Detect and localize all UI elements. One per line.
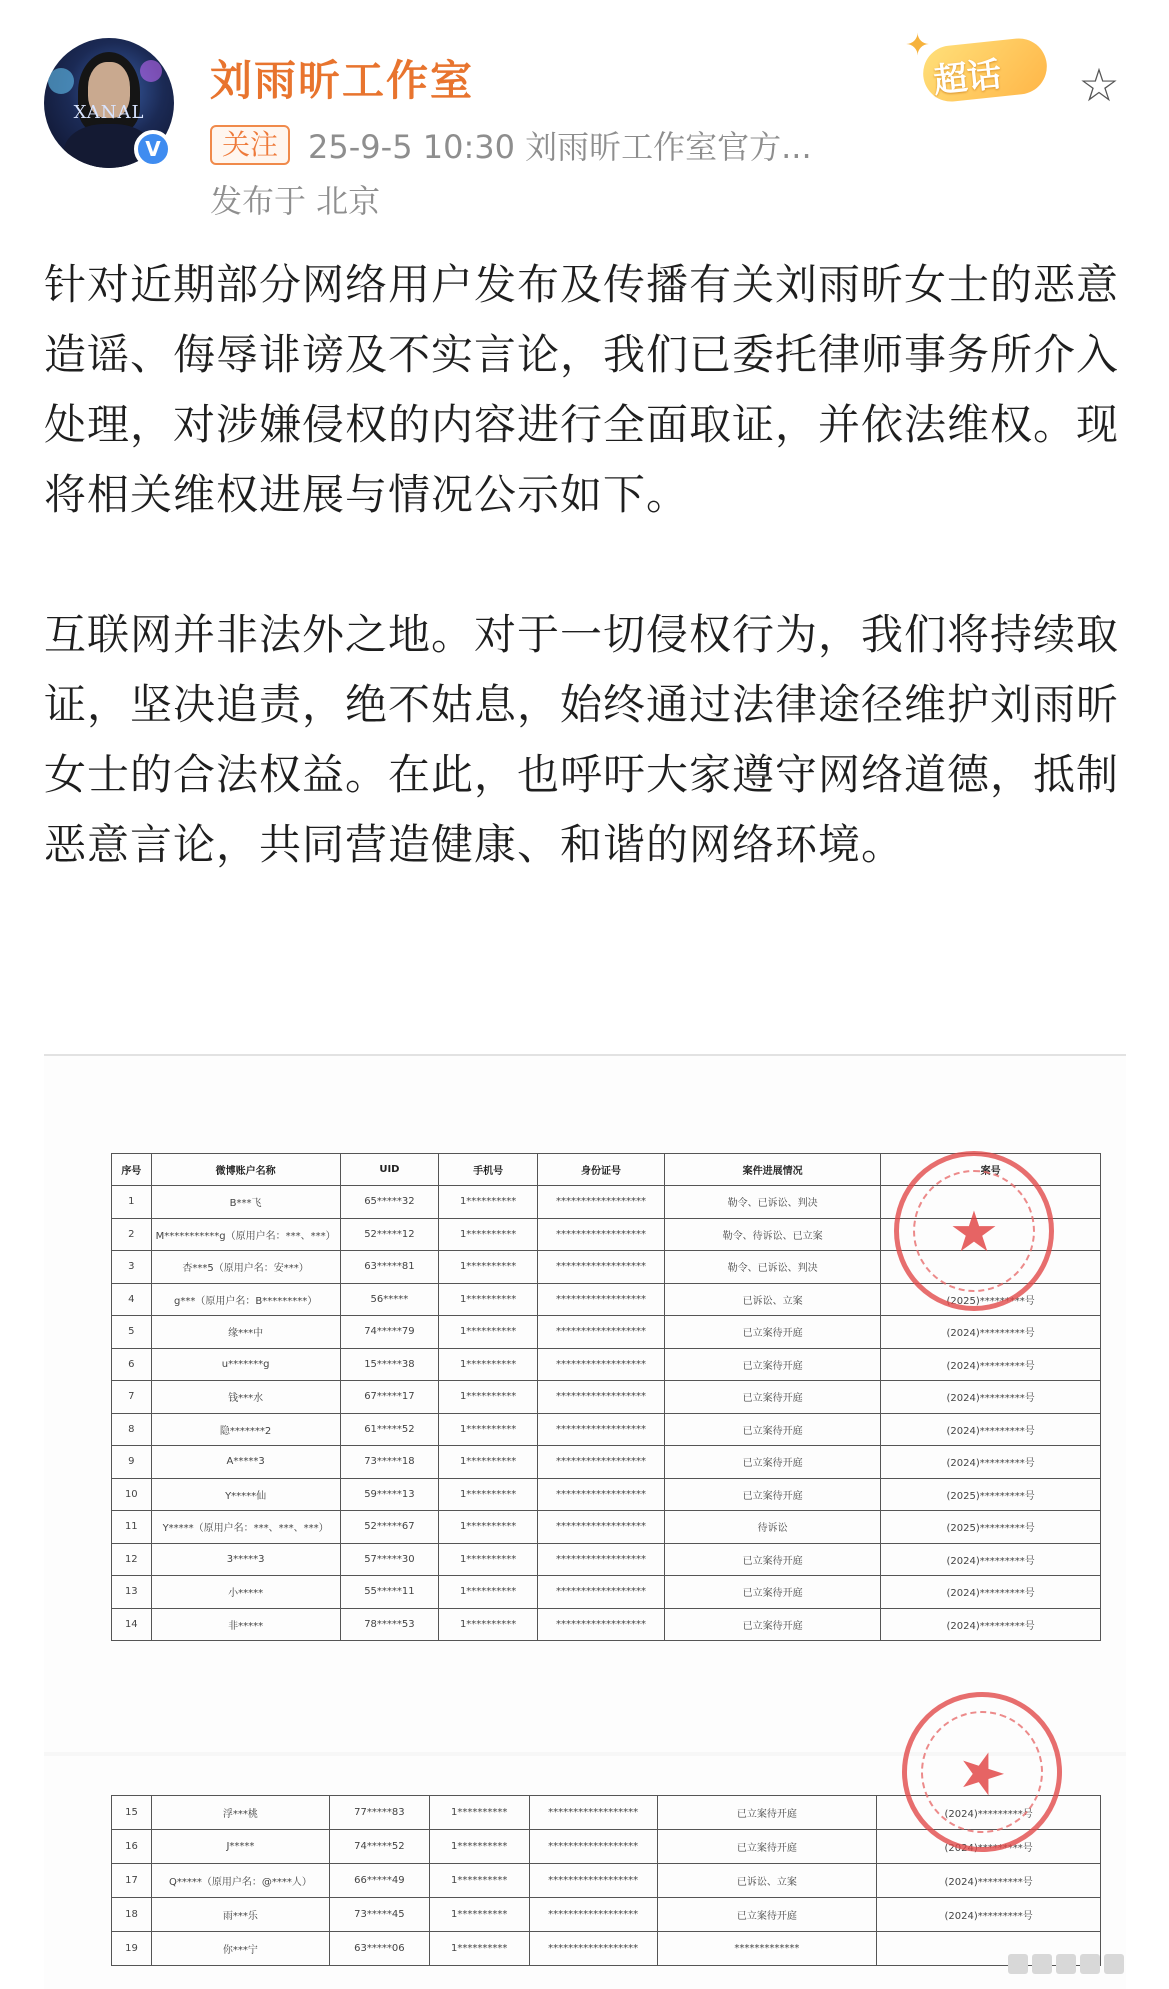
table-cell: 16	[112, 1830, 152, 1864]
post-header	[0, 0, 1169, 230]
table-row	[112, 1932, 1101, 1966]
table-cell: 73*****45	[329, 1898, 429, 1932]
table-cell: 已立案待开庭	[657, 1898, 877, 1932]
table-cell: 5	[112, 1316, 152, 1349]
table-cell: 59*****13	[340, 1478, 439, 1511]
table-cell: (2024)*********号	[877, 1898, 1101, 1932]
document-page	[44, 1056, 1126, 1752]
table-cell: B***飞	[151, 1186, 340, 1219]
table-cell: (2024)*********号	[881, 1576, 1101, 1609]
post-meta-row	[210, 122, 812, 168]
table-cell: (2024)*********号	[881, 1543, 1101, 1576]
table-cell: 73*****18	[340, 1446, 439, 1479]
table-cell: ******************	[529, 1932, 657, 1966]
post-timestamp-source: 25-9-5 10:30 刘雨昕工作室官方...	[308, 128, 812, 166]
table-cell: ******************	[538, 1348, 665, 1381]
table-cell: 6	[112, 1348, 152, 1381]
table-cell: 63*****81	[340, 1251, 439, 1284]
table-cell: 63*****06	[329, 1932, 429, 1966]
table-cell: ******************	[538, 1381, 665, 1414]
table-cell: ******************	[538, 1446, 665, 1479]
table-cell: 1**********	[439, 1316, 538, 1349]
post-body	[44, 250, 1129, 950]
table-cell: 78*****53	[340, 1608, 439, 1641]
table-cell: 1**********	[429, 1864, 529, 1898]
table-cell: 已立案待开庭	[665, 1543, 881, 1576]
table-cell: 1**********	[439, 1381, 538, 1414]
avatar-glow-icon	[48, 68, 74, 94]
table-cell: 1**********	[429, 1796, 529, 1830]
table-cell: 7	[112, 1381, 152, 1414]
table-cell: 18	[112, 1898, 152, 1932]
table-cell: 9	[112, 1446, 152, 1479]
table-cell: (2024)*********号	[881, 1381, 1101, 1414]
table-cell: ******************	[529, 1864, 657, 1898]
table-cell: 缘***中	[151, 1316, 340, 1349]
table-cell: 57*****30	[340, 1543, 439, 1576]
table-cell: 61*****52	[340, 1413, 439, 1446]
table-cell: 4	[112, 1283, 152, 1316]
table-cell: 1**********	[439, 1186, 538, 1219]
account-name[interactable]: 刘雨昕工作室	[210, 56, 475, 105]
watermark-block	[1032, 1954, 1052, 1974]
table-row	[112, 1446, 1101, 1479]
table-cell: ******************	[538, 1478, 665, 1511]
table-cell: 勒令、已诉讼、判决	[665, 1186, 881, 1219]
table-cell: 52*****67	[340, 1511, 439, 1544]
table-cell: 浮***桃	[151, 1796, 329, 1830]
table-row	[112, 1898, 1101, 1932]
sparkle-icon: ✦	[905, 28, 931, 63]
table-cell: 非*****	[151, 1608, 340, 1641]
table-cell: *************	[657, 1932, 877, 1966]
seal-star-icon: ★	[947, 1734, 1016, 1813]
avatar[interactable]	[44, 38, 174, 168]
table-cell: 已立案待开庭	[657, 1830, 877, 1864]
table-cell: ******************	[538, 1543, 665, 1576]
table-row	[112, 1413, 1101, 1446]
table-row	[112, 1316, 1101, 1349]
table-cell: 勒令、待诉讼、已立案	[665, 1218, 881, 1251]
table-cell: M***********g（原用户名：***、***）	[151, 1218, 340, 1251]
table-cell: 10	[112, 1478, 152, 1511]
table-cell: 67*****17	[340, 1381, 439, 1414]
table-row	[112, 1478, 1101, 1511]
table-cell: 1**********	[439, 1608, 538, 1641]
table-cell: 13	[112, 1576, 152, 1609]
watermark-block	[1008, 1954, 1028, 1974]
column-header: 案件进展情况	[665, 1154, 881, 1186]
table-cell: 已立案待开庭	[657, 1796, 877, 1830]
post-paragraph: 互联网并非法外之地。对于一切侵权行为，我们将持续取证，坚决追责，绝不姑息，始终通过法律途径维护刘雨昕女士的合法权益。在此，也呼吁大家遵守网络道德，抵制恶意言论，共同营造健康、和谐的网络环境。	[44, 610, 1120, 869]
table-cell: (2024)*********号	[881, 1316, 1101, 1349]
table-cell: 66*****49	[329, 1864, 429, 1898]
avatar-glow-icon	[140, 60, 162, 82]
table-cell: 14	[112, 1608, 152, 1641]
table-cell: ******************	[538, 1218, 665, 1251]
table-cell: 已诉讼、立案	[657, 1864, 877, 1898]
table-cell: 8	[112, 1413, 152, 1446]
column-header: 序号	[112, 1154, 152, 1186]
table-cell: 2	[112, 1218, 152, 1251]
table-row	[112, 1348, 1101, 1381]
table-cell: 65*****32	[340, 1186, 439, 1219]
table-cell: 1**********	[439, 1348, 538, 1381]
table-cell: 已立案待开庭	[665, 1413, 881, 1446]
table-cell: 1**********	[429, 1830, 529, 1864]
table-row	[112, 1511, 1101, 1544]
table-cell: 55*****11	[340, 1576, 439, 1609]
image-watermark	[1008, 1954, 1158, 1978]
table-cell: 52*****12	[340, 1218, 439, 1251]
column-header: 微博账户名称	[151, 1154, 340, 1186]
table-cell: 1**********	[439, 1478, 538, 1511]
table-cell: 勒令、已诉讼、判决	[665, 1251, 881, 1284]
table-cell: ******************	[538, 1576, 665, 1609]
table-cell: 隐*******2	[151, 1413, 340, 1446]
table-cell: 已立案待开庭	[665, 1608, 881, 1641]
post-paragraph: 针对近期部分网络用户发布及传播有关刘雨昕女士的恶意造谣、侮辱诽谤及不实言论，我们已委托律师事务所介入处理，对涉嫌侵权的内容进行全面取证，并依法维权。现将相关维权进展与情况公示如下。	[44, 260, 1120, 519]
supertopic-button[interactable]	[905, 28, 1055, 108]
table-cell: 12	[112, 1543, 152, 1576]
attached-document-image[interactable]	[44, 1054, 1126, 1989]
table-cell: ******************	[538, 1316, 665, 1349]
table-cell: 1**********	[439, 1413, 538, 1446]
table-cell: 74*****79	[340, 1316, 439, 1349]
supertopic-label: 超话	[931, 54, 1004, 102]
table-cell: 1**********	[429, 1932, 529, 1966]
table-cell: 已立案待开庭	[665, 1576, 881, 1609]
table-cell: 你***宁	[151, 1932, 329, 1966]
table-cell: 已立案待开庭	[665, 1316, 881, 1349]
table-cell: (2024)*********号	[881, 1413, 1101, 1446]
table-cell: 1**********	[439, 1576, 538, 1609]
table-cell: ******************	[538, 1251, 665, 1284]
table-cell: 1**********	[439, 1446, 538, 1479]
table-cell: (2024)*********号	[877, 1864, 1101, 1898]
table-cell: 77*****83	[329, 1796, 429, 1830]
watermark-block	[1104, 1954, 1124, 1974]
follow-button[interactable]: 关注	[210, 125, 290, 165]
table-cell: ******************	[538, 1608, 665, 1641]
table-row	[112, 1608, 1101, 1641]
table-cell: 已立案待开庭	[665, 1478, 881, 1511]
table-cell: ******************	[538, 1511, 665, 1544]
table-cell: 1**********	[429, 1898, 529, 1932]
column-header: 身份证号	[538, 1154, 665, 1186]
table-cell: 15*****38	[340, 1348, 439, 1381]
table-cell: Y*****（原用户名：***、***、***）	[151, 1511, 340, 1544]
table-cell: (2025)*********号	[881, 1283, 1101, 1316]
table-cell: ******************	[538, 1413, 665, 1446]
avatar-logo-text: XANAL	[73, 102, 145, 123]
table-cell: 15	[112, 1796, 152, 1830]
table-cell: ******************	[538, 1186, 665, 1219]
table-cell: u*******g	[151, 1348, 340, 1381]
table-cell: ******************	[529, 1898, 657, 1932]
watermark-block	[1056, 1954, 1076, 1974]
table-cell: J*****	[151, 1830, 329, 1864]
column-header: 案号	[881, 1154, 1101, 1186]
table-cell: (2024)*********号	[877, 1796, 1101, 1830]
table-cell: Q*****（原用户名：@****人）	[151, 1864, 329, 1898]
table-cell: (2025)*********号	[881, 1511, 1101, 1544]
seal-star-icon: ★	[948, 1200, 1000, 1265]
table-cell: ******************	[538, 1283, 665, 1316]
official-seal-stamp	[894, 1151, 1054, 1311]
table-cell: 杏***5（原用户名：安***）	[151, 1251, 340, 1284]
table-row	[112, 1576, 1101, 1609]
table-cell: g***（原用户名：B*********）	[151, 1283, 340, 1316]
table-cell: (2025)*********号	[881, 1478, 1101, 1511]
table-row	[112, 1543, 1101, 1576]
table-cell: 已立案待开庭	[665, 1348, 881, 1381]
table-cell: (2024)*********号	[881, 1446, 1101, 1479]
verified-badge-icon: V	[134, 130, 172, 168]
table-cell: 11	[112, 1511, 152, 1544]
table-cell: 17	[112, 1864, 152, 1898]
table-cell: 56*****	[340, 1283, 439, 1316]
table-cell: 1**********	[439, 1511, 538, 1544]
table-cell: 3*****3	[151, 1543, 340, 1576]
table-cell: (2024)*********号	[881, 1348, 1101, 1381]
table-cell: ******************	[529, 1796, 657, 1830]
table-cell: 已立案待开庭	[665, 1446, 881, 1479]
table-cell: 3	[112, 1251, 152, 1284]
table-cell: 1**********	[439, 1251, 538, 1284]
table-cell: (2024)*********号	[877, 1830, 1101, 1864]
favorite-star-icon[interactable]: ☆	[1078, 58, 1120, 112]
table-cell: 1**********	[439, 1283, 538, 1316]
table-cell: A*****3	[151, 1446, 340, 1479]
table-cell: 1**********	[439, 1218, 538, 1251]
table-cell: 雨***乐	[151, 1898, 329, 1932]
table-cell: 钱***水	[151, 1381, 340, 1414]
table-cell: 1**********	[439, 1543, 538, 1576]
table-cell: ******************	[529, 1830, 657, 1864]
table-cell: 已立案待开庭	[665, 1381, 881, 1414]
table-row	[112, 1864, 1101, 1898]
table-cell: 待诉讼	[665, 1511, 881, 1544]
post-location: 发布于 北京	[210, 182, 381, 220]
table-cell: Y*****仙	[151, 1478, 340, 1511]
table-cell: 74*****52	[329, 1830, 429, 1864]
column-header: UID	[340, 1154, 439, 1186]
table-cell: (2024)*********号	[881, 1608, 1101, 1641]
table-cell: 1	[112, 1186, 152, 1219]
table-cell: 小*****	[151, 1576, 340, 1609]
table-cell: 已诉讼、立案	[665, 1283, 881, 1316]
watermark-block	[1080, 1954, 1100, 1974]
column-header: 手机号	[439, 1154, 538, 1186]
table-cell: 19	[112, 1932, 152, 1966]
table-row	[112, 1381, 1101, 1414]
